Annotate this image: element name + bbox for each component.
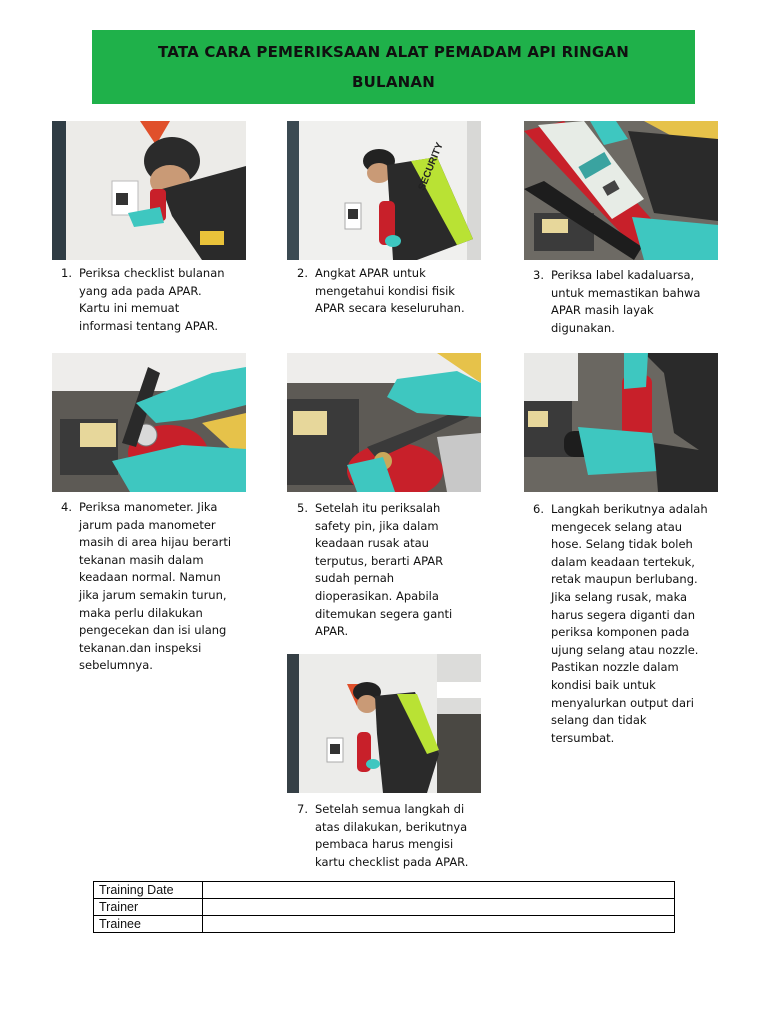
trainee-field[interactable] [203,916,675,933]
step-3-text: Periksa label kadaluarsa, untuk memastikan bahwa APAR masih layak digunakan. [551,268,701,335]
trainer-field[interactable] [203,899,675,916]
vest-text: SECURITY [416,141,446,193]
step-2-number: 2. [297,266,308,280]
photo-step-6-hose [524,353,718,492]
photo-step-1-checklist [52,121,246,260]
step-7-number: 7. [297,802,308,816]
step-3 [524,267,734,339]
trainer-label: Trainer [94,899,203,916]
photo-step-7-fill-card [287,654,481,793]
signoff-table [93,881,675,933]
step-6-number: 6. [533,502,544,516]
title-line-2: BULANAN [352,73,435,91]
table-row [94,882,675,899]
step-6-text: Langkah berikutnya adalah mengecek selang atau hose. Selang tidak boleh dalam keadaan tertekuk, retak maupun berlubang. Jika selang rusak, maka harus segera diganti dan periksa komponen pada ujung selang atau nozzle. Pastikan nozzle dalam kondisi baik untuk menyalurkan output dari selang dan tidak tersumbat. [551,502,708,745]
step-5 [288,500,488,644]
table-row [94,916,675,933]
title-line-1: TATA CARA PEMERIKSAAN ALAT PEMADAM API RINGAN [158,43,629,61]
step-7 [288,801,498,873]
step-4-text: Periksa manometer. Jika jarum pada manometer masih di area hijau berarti tekanan masih dalam keadaan normal. Namun jika jarum semakin turun, maka perlu dilakukan pengecekan dan isi ulang tekanan.dan inspeksi sebelumnya. [79,500,232,673]
step-3-number: 3. [533,268,544,282]
step-5-number: 5. [297,501,308,515]
trainee-label: Trainee [94,916,203,933]
step-1-number: 1. [61,266,72,280]
step-4-number: 4. [61,500,72,514]
training-date-label: Training Date [94,882,203,899]
training-date-field[interactable] [203,882,675,899]
step-1-text: Periksa checklist bulanan yang ada pada APAR. Kartu ini memuat informasi tentang APAR. [79,266,225,333]
photo-step-3-label [524,121,718,260]
step-7-text: Setelah semua langkah di atas dilakukan, berikutnya pembaca harus mengisi kartu checklist pada APAR. [315,802,469,869]
step-1 [52,265,262,337]
step-2-text: Angkat APAR untuk mengetahui kondisi fisik APAR secara keseluruhan. [315,266,465,316]
step-4 [52,499,262,679]
step-5-text: Setelah itu periksalah safety pin, jika dalam keadaan rusak atau terputus, berarti APAR sudah pernah dioperasikan. Apabila ditemukan segera ganti APAR. [315,501,453,639]
step-6 [524,501,744,751]
title-banner [92,30,695,104]
photo-step-2-lift [287,121,481,260]
photo-step-5-safety-pin [287,353,481,492]
photo-step-4-manometer [52,353,246,492]
step-2 [288,265,488,321]
table-row [94,899,675,916]
